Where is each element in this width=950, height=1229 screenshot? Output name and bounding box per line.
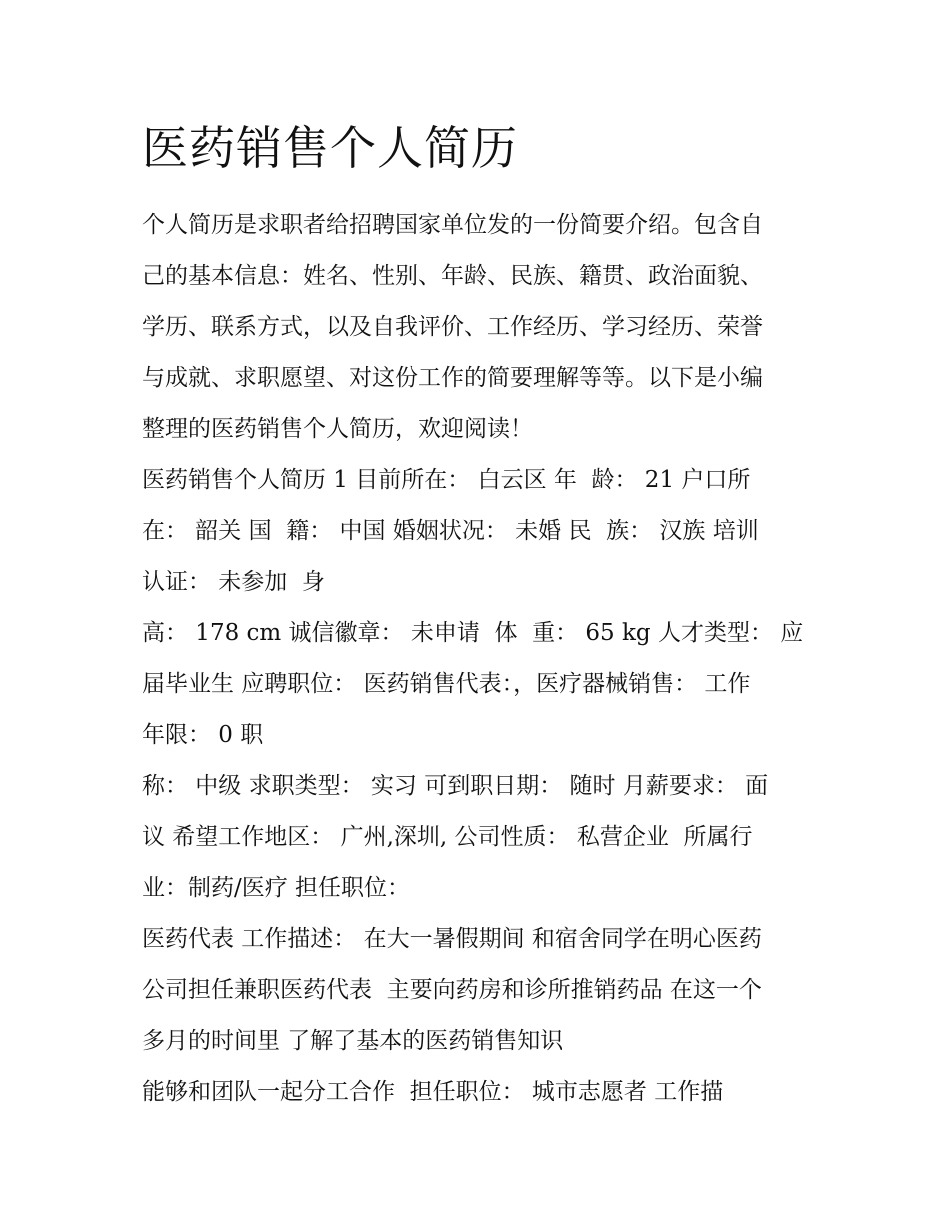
body-line: 医药销售个人简历 1 目前所在： 白云区 年 龄： 21 户口所: [142, 467, 751, 493]
document-body: [142, 200, 822, 1118]
document-page: [142, 118, 822, 1118]
body-line: 医药代表 工作描述： 在大一暑假期间 和宿舍同学在明心医药: [142, 926, 762, 952]
document-title: 医药销售个人简历: [142, 121, 518, 175]
body-line: 己的基本信息：姓名、性别、年龄、民族、籍贯、政治面貌、: [142, 263, 763, 289]
body-line: 在： 韶关 国 籍： 中国 婚姻状况： 未婚 民 族： 汉族 培训: [142, 518, 759, 544]
body-line: 认证： 未参加 身: [142, 569, 325, 595]
body-line: 届毕业生 应聘职位： 医药销售代表：，医疗器械销售： 工作: [142, 671, 751, 697]
body-line: 称： 中级 求职类型： 实习 可到职日期： 随时 月薪要求： 面: [142, 773, 769, 799]
body-line: 个人简历是求职者给招聘国家单位发的一份简要介绍。包含自: [142, 212, 763, 238]
body-line: 多月的时间里 了解了基本的医药销售知识: [142, 1028, 564, 1054]
body-line: 年限： 0 职: [142, 722, 264, 748]
body-line: 公司担任兼职医药代表 主要向药房和诊所推销药品 在这一个: [142, 977, 762, 1003]
body-line: 业：制药/医疗 担任职位：: [142, 875, 411, 901]
body-line: 整理的医药销售个人简历，欢迎阅读！: [142, 416, 533, 442]
body-line: 学历、联系方式，以及自我评价、工作经历、学习经历、荣誉: [142, 314, 763, 340]
body-line: 能够和团队一起分工合作 担任职位： 城市志愿者 工作描: [142, 1079, 724, 1105]
body-line: 高： 178 cm 诚信徽章： 未申请 体 重： 65 kg 人才类型： 应: [142, 620, 804, 646]
body-line: 议 希望工作地区： 广州,深圳, 公司性质： 私营企业 所属行: [142, 824, 753, 850]
body-line: 与成就、求职愿望、对这份工作的简要理解等等。以下是小编: [142, 365, 763, 391]
